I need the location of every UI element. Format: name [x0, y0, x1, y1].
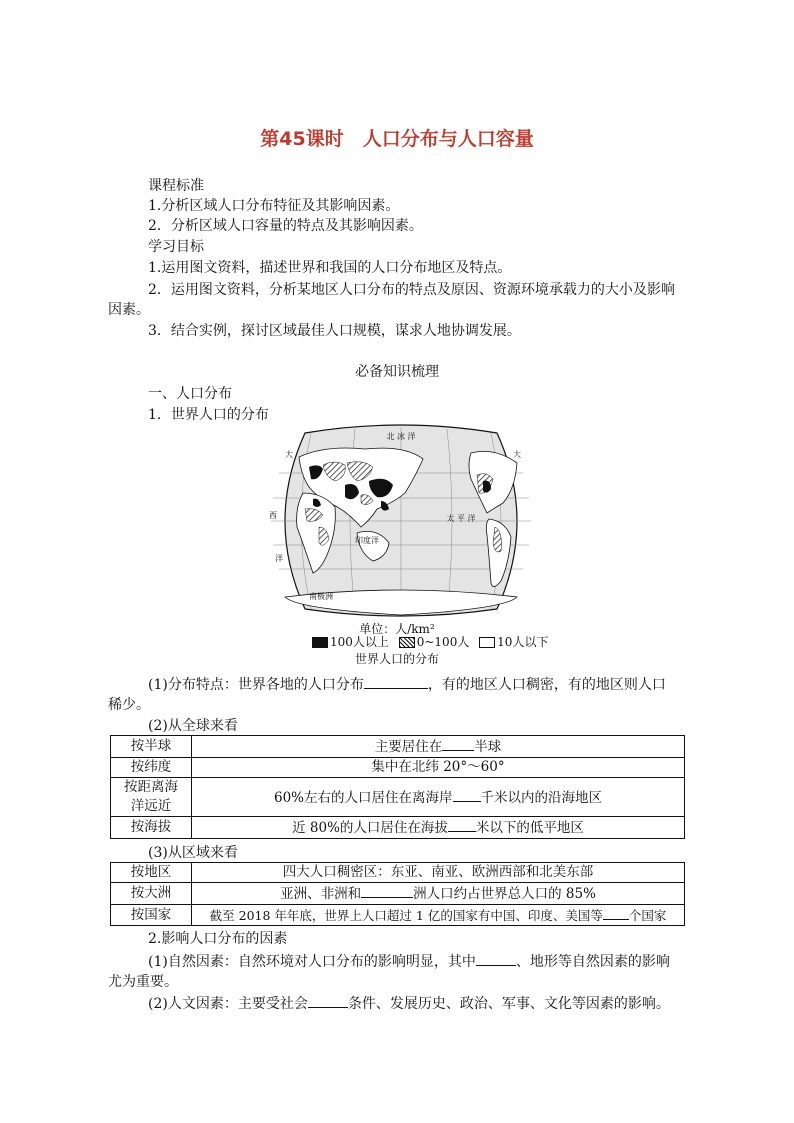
question-1-line-2: 稀少。 — [108, 697, 150, 713]
goal-item: 2．运用图文资料，分析某地区人口分布的特点及原因、资源环境承载力的大小及影响 — [148, 282, 675, 298]
answer-blank[interactable] — [442, 736, 474, 751]
table-key: 按距离海 洋远近 — [111, 778, 192, 817]
goals-heading: 学习目标 — [148, 239, 204, 255]
table-value: 60%左右的人口居住在离海岸 千米以内的沿海地区 — [192, 778, 685, 817]
table-row — [111, 778, 685, 817]
table-row — [111, 905, 685, 926]
legend-swatch-sparse — [479, 637, 495, 648]
part1-heading: 一、人口分布 — [148, 386, 232, 402]
q1-text: (1)分布特点：世界各地的人口分布 — [148, 677, 364, 693]
answer-blank[interactable] — [448, 817, 476, 832]
answer-blank[interactable] — [364, 674, 428, 689]
table-value: 亚洲、非洲和 洲人口约占世界总人口的 85% — [192, 883, 685, 905]
world-population-map — [265, 423, 537, 619]
table-key: 按国家 — [111, 905, 192, 926]
legend-swatch-dense — [312, 637, 328, 648]
answer-blank[interactable] — [603, 905, 629, 920]
factor-1-line-2: 尤为重要。 — [108, 974, 178, 990]
answer-blank[interactable] — [476, 951, 516, 966]
table-key: 按纬度 — [111, 758, 192, 778]
answer-blank[interactable] — [361, 883, 413, 898]
standard-heading: 课程标准 — [148, 178, 204, 194]
answer-blank[interactable] — [453, 787, 481, 802]
table-key: 按大洲 — [111, 883, 192, 905]
answer-blank[interactable] — [308, 993, 348, 1008]
map-label-xi: 西 — [269, 511, 277, 520]
goal-item: 1.运用图文资料，描述世界和我国的人口分布地区及特点。 — [148, 260, 512, 276]
page-title: 第45课时 人口分布与人口容量 — [260, 128, 534, 150]
legend-label: 10人以下 — [497, 635, 549, 649]
table-row — [111, 736, 685, 758]
section-heading: 必备知识梳理 — [355, 364, 439, 380]
table-row — [111, 758, 685, 778]
map-label-arctic-ocean: 北 冰 洋 — [386, 432, 416, 441]
factor-1-line-1 — [148, 951, 670, 972]
map-label-da-right: 大 — [513, 450, 521, 459]
factor-2-line — [148, 993, 670, 1014]
table-row — [111, 883, 685, 905]
question-1-line-1 — [148, 674, 666, 695]
table-value: 主要居住在 半球 — [192, 736, 685, 758]
table-value: 集中在北纬 20°～60° — [192, 758, 685, 778]
goal-item: 因素。 — [108, 302, 150, 318]
map-legend — [312, 633, 548, 650]
regional-distribution-table — [110, 862, 685, 926]
legend-swatch-medium — [399, 637, 415, 648]
table-row — [111, 863, 685, 883]
global-distribution-table — [110, 735, 685, 839]
legend-label: 100人以上 — [330, 635, 389, 649]
question-2-heading: (2)从全球来看 — [148, 718, 238, 734]
table-key: 按地区 — [111, 863, 192, 883]
goal-item: 3．结合实例，探讨区域最佳人口规模，谋求人地协调发展。 — [148, 323, 521, 339]
table-key: 按海拔 — [111, 817, 192, 839]
map-label-yang: 洋 — [275, 554, 283, 563]
map-label-da-left: 大 — [285, 450, 293, 459]
table-value: 近 80%的人口居住在海拔 米以下的低平地区 — [192, 817, 685, 839]
map-label-antarctica: 南极洲 — [309, 592, 333, 601]
f2-text: (2)人文因素：主要受社会 — [148, 996, 308, 1012]
table-row — [111, 817, 685, 839]
part2-heading: 2.影响人口分布的因素 — [148, 931, 288, 947]
f1-text: (1)自然因素：自然环境对人口分布的影响明显，其中 — [148, 954, 476, 970]
table-value: 截至 2018 年年底，世界上人口超过 1 亿的国家有中国、印度、美国等 个国家 — [192, 905, 685, 926]
q1-text: ，有的地区人口稠密，有的地区则人口 — [427, 677, 666, 693]
map-unit: 单位：人/km² — [359, 622, 435, 636]
map-caption: 世界人口的分布 — [354, 652, 439, 666]
table-key: 按半球 — [111, 736, 192, 758]
part1-sub-heading: 1．世界人口的分布 — [148, 407, 269, 423]
standard-item: 1.分析区域人口分布特征及其影响因素。 — [148, 198, 400, 214]
standard-item: 2．分析区域人口容量的特点及其影响因素。 — [148, 218, 423, 234]
question-3-heading: (3)从区域来看 — [148, 845, 238, 861]
legend-label: 0~100人 — [416, 635, 470, 649]
f2-text: 条件、发展历史、政治、军事、文化等因素的影响。 — [347, 996, 670, 1012]
table-value: 四大人口稠密区：东亚、南亚、欧洲西部和北美东部 — [192, 863, 685, 883]
map-label-indian-ocean: 印度洋 — [355, 536, 379, 545]
map-label-pacific-ocean: 太 平 洋 — [446, 514, 476, 523]
f1-text: 、地形等自然因素的影响 — [515, 954, 670, 970]
